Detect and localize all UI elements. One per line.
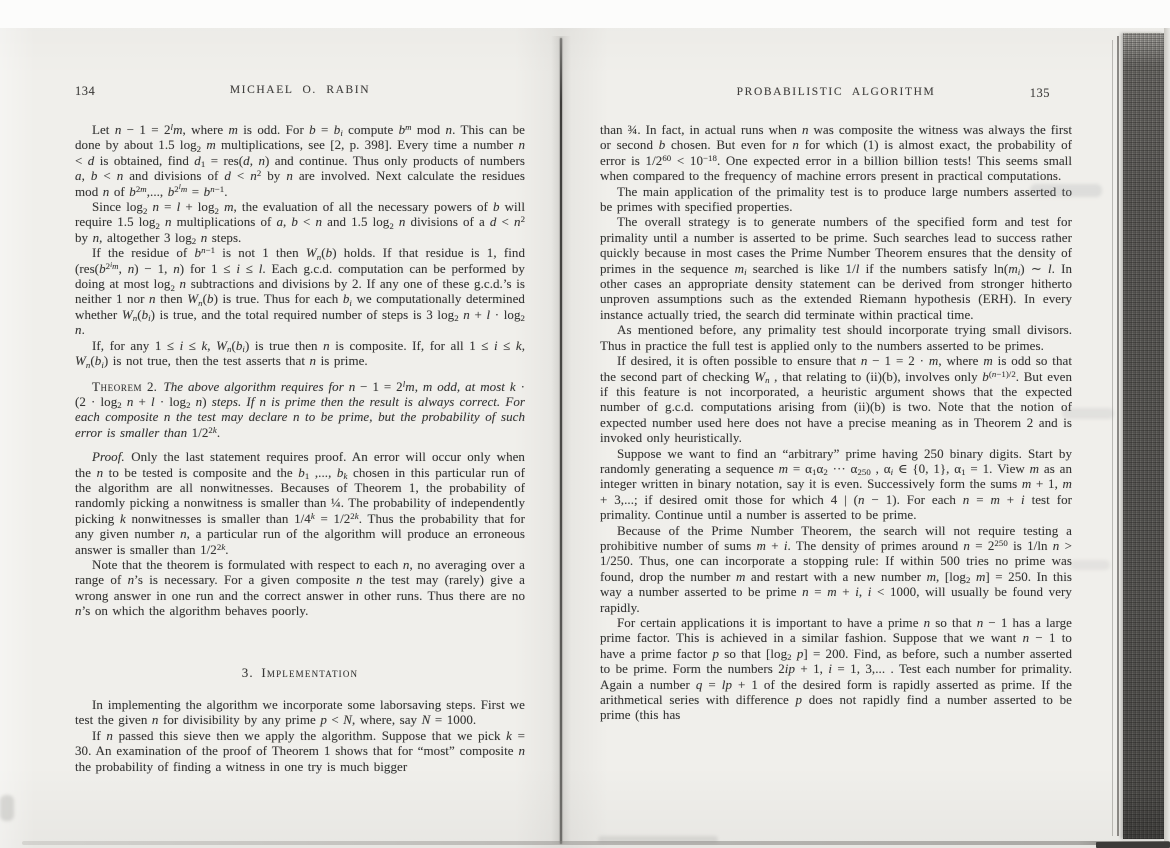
paragraph: Theorem 2. The above algorithm requires for $n - 1 = 2^lm$, m odd, at most $k \cdot (2 \cdot \log_2 n + l \cdot \log_2 n)$ steps. If n is prime then the result is always correct. For each composite n the test may declare n to be prime, but the probability of such error is smaller than $1/2^{2k}$.	[75, 378, 525, 440]
running-head-left	[75, 84, 525, 100]
scan-edge-line-outer	[1112, 40, 1113, 836]
scan-smudge	[1030, 184, 1102, 197]
page-number-left: 134	[75, 84, 96, 98]
paragraph: Suppose we want to find an “arbitrary” prime having 250 binary digits. Start by randomly generating a sequence $m = \alpha_1\alpha_2$ ··· $\alpha_{250}$ , $\alpha_i$ ∈ {0, 1}, $\alpha_1 = 1$. View m as an integer written in binary notation, say it is even. Successively form the sums m + 1, m + 3,...; if desired omit those for which 4 | (n − 1). For each n = m + i test for primality. Continue until a number is asserted to be prime.	[600, 445, 1072, 523]
paragraph: Let $n - 1 = 2^lm$, where m is odd. For $b = b_i$ compute $b^m$ mod n. This can be done by about 1.5 $\log_2 m$ multiplications, see [2, p. 398]. Every time a number n < d is obtained, find $d_1 = res(d$, n) and continue. Thus only products of numbers a, b < n and divisions of $d < n^2$ by n are involved. Next calculate the residues mod n of $b^{2m}$,..., $b^{2^lm} = b^{n-1}$.	[75, 122, 525, 199]
paragraph: Note that the theorem is formulated with respect to each n, no averaging over a range of n’s is necessary. For a given composite n the test may (rarely) give a wrong answer in one run and the correct answer in other runs. Thus there are no n’s on which the algorithm behaves poorly.	[75, 556, 525, 619]
paragraph: Because of the Prime Number Theorem, the search will not require testing a prohibitive number of sums m + i. The density of primes around $n = 2^{250}$ is 1/ln n > 1/250. Thus, one can incorporate a stopping rule: If within 500 tries no prime was found, drop the number m and restart with a new number m, [$\log_2$ m] = 250. In this way a number asserted to be prime n = m + i, i < 1000, will usually be found very rapidly.	[600, 522, 1072, 615]
scan-edge-right-strip	[1164, 28, 1170, 848]
page-gutter-line	[560, 38, 562, 844]
paragraph: Proof. Only the last statement requires proof. An error will occur only when the n to be tested is composite and the $b_1$ ,..., $b_k$ chosen in this particular run of the algorithm are all nonwitnesses. Becauses of Theorem 1, the probability of randomly picking a nonwitness is smaller than ¼. The probability of independently picking k nonwitnesses is smaller than $1/4^k = 1/2^{2k}$. Thus the probability that for any given number n, a particular run of the algorithm will produce an erroneous answer is smaller than $1/2^{2k}$.	[75, 449, 525, 557]
paragraph: The overall strategy is to generate numbers of the specified form and test for primality until a number is asserted to be prime. Such searches lead to success rather quickly because in most cases the Prime Number Theorem ensures that the density of primes in the sequence $m_i$ searched is like 1/l if the numbers satisfy $\ln(m_i)$ ∼ l. In other cases an appropriate density statement can be derived from stronger hitherto unproven assumptions such as the extended Riemann hypothesis (ERH). In every instance actually tried, the search did terminate within practical time.	[600, 214, 1072, 322]
scan-edge-band	[1123, 33, 1164, 839]
paragraph: than ¾. In fact, in actual runs when n was composite the witness was always the first or second b chosen. But even for n for which (1) is almost exact, the probability of error is $1/2^{60} < 10^{-18}$. One expected error in a billion billion tests! This seems small when compared to the frequency of machine errors present in practical computations.	[600, 122, 1072, 184]
page-134-body	[75, 122, 525, 842]
page-number-right: 135	[1029, 86, 1050, 100]
scan-smudge	[1070, 560, 1110, 570]
scan-smudge	[0, 795, 14, 821]
paragraph: If, for any 1 ≤ i ≤ k, $W_n(b_i)$ is true then n is composite. If, for all 1 ≤ i ≤ k, $W_n(b_i)$ is not true, then the test asserts that n is prime.	[75, 337, 525, 370]
paragraph: If desired, it is often possible to ensure that n − 1 = 2 · m, where m is odd so that the second part of checking $W_n$ , that relating to (ii)(b), involves only $b^{(n-1)/2}$. But even if this feature is not incorporated, a heuristic argument shows that the expected number of g.c.d. computations arising from (ii)(b) is two. Note that the notion of expected number used here does not have a precise meaning as in Theorem 2 and is invoked only heuristically.	[600, 353, 1072, 446]
scan-edge-line-inner	[1117, 36, 1119, 836]
scan-smudge	[598, 836, 718, 843]
scan-bottom-edge-dark	[1096, 842, 1170, 848]
running-head-right	[600, 86, 1072, 102]
paragraph: As mentioned before, any primality test should incorporate trying small divisors. Thus in practice the full test is applied only to the numbers asserted to be primes.	[600, 322, 1072, 353]
scan-smudge	[1062, 408, 1114, 419]
paragraph: If n passed this sieve then we apply the algorithm. Suppose that we pick k = 30. An examination of the proof of Theorem 1 shows that for “most” composite n the probability of finding a witness in one try is much bigger	[75, 727, 525, 774]
running-head-right-title: PROBABILISTIC ALGORITHM	[736, 86, 936, 98]
page-135-body	[600, 122, 1072, 846]
paragraph: For certain applications it is important to have a prime n so that n − 1 has a large prime factor. This is achieved in a similar fashion. Suppose that we want n − 1 to have a prime factor p so that [$\log_2$ p] = 200. Find, as before, such a number asserted to be prime. Form the numbers 2ip + 1, i = 1, 3,... . Test each number for primality. Again a number q = lp + 1 of the desired form is rapidly asserted as prime. If the arithmetical series with difference p does not rapidly find a number asserted to be prime (this has	[600, 615, 1072, 723]
scan-bottom-edge	[22, 841, 1170, 845]
running-head-left-title: MICHAEL O. RABIN	[229, 84, 371, 96]
section-heading: 3. Implementation	[241, 664, 359, 680]
paragraph: Since $\log_2 n = l + \log_2 m$, the evaluation of all the necessary powers of b will require 1.5 $\log_2 n$ multiplications of a, b < n and 1.5 $\log_2 n$ divisions of a $d < n^2$ by n, altogether 3 $\log_2 n$ steps.	[75, 199, 525, 247]
paragraph: If the residue of $b^{n-1}$ is not 1 then $W_n(b)$ holds. If that residue is 1, find ($res(b^{2^im}$, n) − 1, n) for 1 ≤ i ≤ l. Each g.c.d. computation can be performed by doing at most $\log_2 n$ subtractions and divisions by 2. If any one of these g.c.d.’s is neither 1 nor n then $W_n(b)$ is true. Thus for each $b_i$ we computationally determined whether $W_n(b_i)$ is true, and the total required number of steps is 3 $\log_2 n + l \cdot \log_2 n$.	[75, 245, 525, 338]
paragraph: The main application of the primality test is to produce large numbers asserted to be primes with specified properties.	[600, 183, 1072, 215]
paragraph: In implementing the algorithm we incorporate some laborsaving steps. First we test the given n for divisibility by any prime p < N, where, say N = 1000.	[75, 697, 525, 728]
